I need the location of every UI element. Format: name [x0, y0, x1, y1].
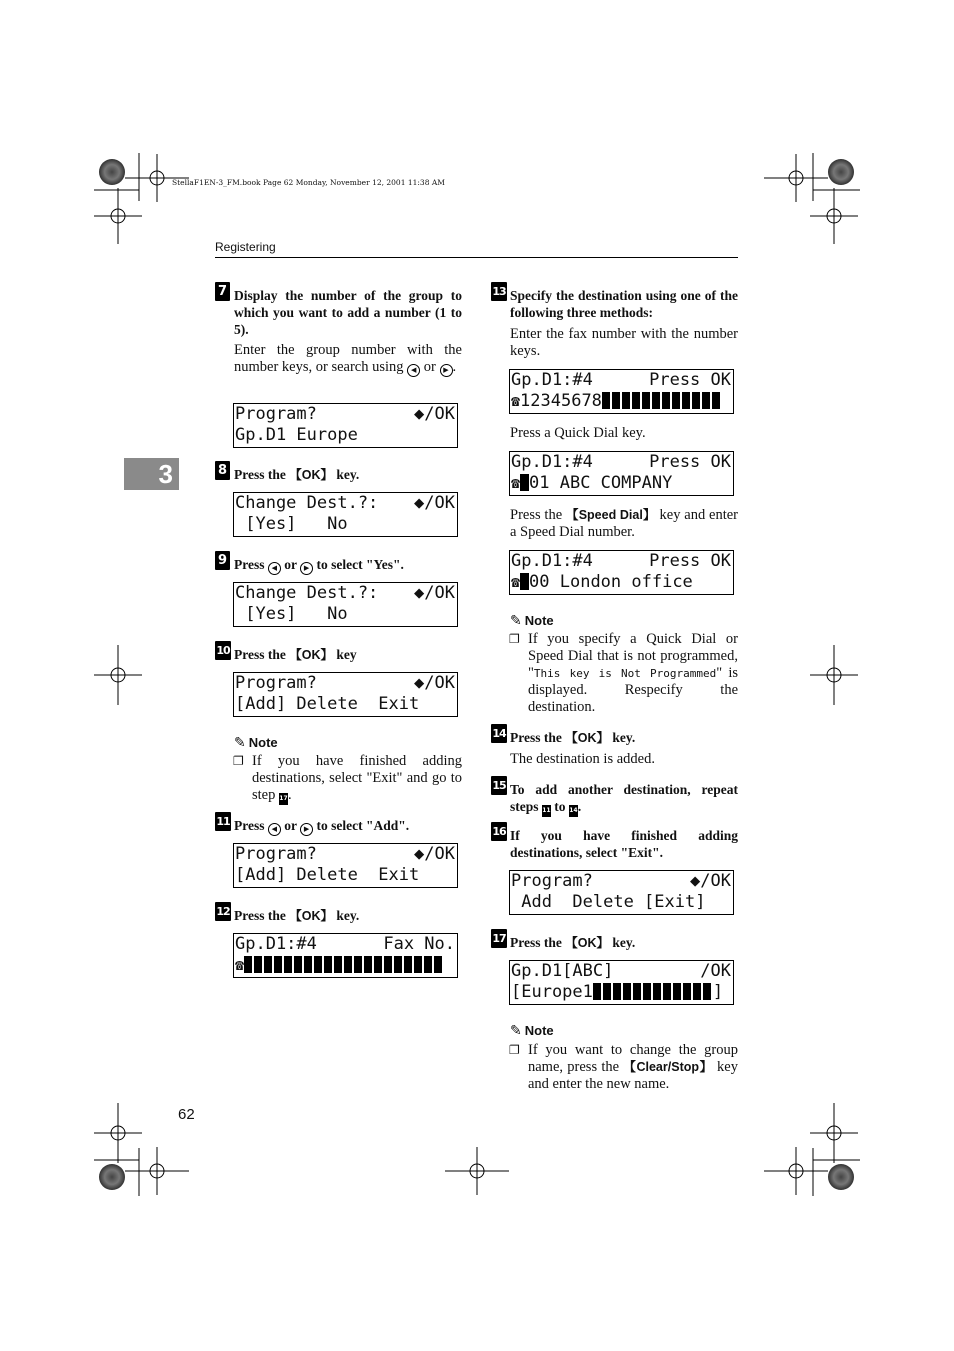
lcd-line2: [Add] Delete Exit	[235, 694, 420, 714]
lcd-line1: Change Dest.?:	[235, 493, 379, 513]
note-text: If you have finished adding destinations, select "Exit" and go to step	[252, 753, 462, 803]
step-ref-11: 11	[542, 805, 551, 817]
input-blocks	[244, 956, 444, 973]
lcd-line2: [Yes] No	[235, 514, 348, 534]
left-arrow-key-icon: ◀	[407, 364, 420, 377]
lcd-line2-end: ]	[712, 982, 724, 1002]
lcd-line1: Program?	[235, 404, 317, 424]
phone-icon: ☎	[235, 956, 245, 974]
step-16-title: If you have finished adding destinations, select "Exit".	[510, 828, 738, 860]
pencil-icon: ✎	[510, 612, 522, 628]
note-text-post: key and enter the new name.	[528, 1059, 738, 1092]
lcd-line1: Gp.D1:#4	[235, 934, 317, 954]
phone-icon: ☎	[511, 474, 521, 492]
step-9-title	[234, 556, 404, 575]
ok-key: 【 OK 】	[565, 936, 609, 950]
lcd-line2: Add Delete [Exit]	[511, 892, 706, 912]
step-number-10: 10	[215, 641, 231, 660]
step-number-7: 7	[215, 282, 230, 301]
step-8-title-pre: Press the	[234, 467, 286, 482]
page-number: 62	[178, 1106, 195, 1123]
left-arrow-key-icon: ◀	[268, 562, 281, 575]
lcd-line2: 00 London office	[529, 572, 693, 592]
speed-dial-key: 【 Speed Dial 】	[566, 508, 656, 522]
running-header: Registering	[215, 240, 276, 254]
note-end: .	[287, 787, 292, 803]
step-12-title-pre: Press the	[234, 908, 286, 923]
step-15-title-end: .	[577, 799, 582, 814]
step-17-title-pre: Press the	[510, 935, 562, 950]
step-number-13: 13	[491, 282, 507, 301]
left-arrow-key-icon: ◀	[268, 823, 281, 836]
step-number-14: 14	[491, 724, 507, 743]
lcd-display-step-7	[233, 403, 458, 448]
lcd-line1-right: Press OK	[649, 551, 731, 571]
step-11-title-post: to select "Add".	[316, 818, 410, 833]
lcd-display-step-13-a	[509, 369, 734, 414]
input-blocks	[602, 392, 720, 409]
step-10-title-post: key	[336, 647, 357, 662]
pencil-icon: ✎	[234, 734, 246, 750]
step-13-title: Specify the destination using one of the following three methods:	[510, 288, 738, 320]
lcd-line1: Gp.D1:#4	[511, 370, 593, 390]
step-14-body: The destination is added.	[510, 751, 655, 767]
note-label: Note	[524, 1023, 554, 1038]
step-number-11: 11	[215, 812, 231, 831]
lcd-display-step-8	[233, 492, 458, 537]
step-11-title-or: or	[284, 818, 297, 833]
step-14-title	[510, 729, 635, 747]
ok-key: 【 OK 】	[289, 909, 333, 923]
step-10-title-pre: Press the	[234, 647, 286, 662]
step-12-title-post: key.	[336, 908, 360, 923]
lcd-display-step-17	[509, 960, 734, 1005]
step-17-title-post: key.	[612, 935, 636, 950]
step-7-title: Display the number of the group to which you want to add a number (1 to 5).	[234, 288, 462, 337]
lcd-line1-right: ◆/OK	[414, 493, 455, 513]
input-blocks	[593, 983, 713, 1000]
step-11-title	[234, 817, 409, 836]
lcd-line1: Program?	[235, 673, 317, 693]
step-13-body-3-pre: Press the	[510, 507, 563, 523]
step-9-title-post: to select "Yes".	[316, 557, 404, 572]
lcd-display-step-13-b	[509, 451, 734, 496]
lcd-display-step-11	[233, 843, 458, 888]
note-heading	[510, 612, 554, 629]
chapter-tab: 3	[124, 458, 179, 490]
step-12-title	[234, 907, 359, 925]
lcd-line2: Gp.D1 Europe	[235, 425, 358, 445]
note-label: Note	[524, 613, 554, 628]
step-8-title-post: key.	[336, 467, 360, 482]
lcd-display-step-16	[509, 870, 734, 915]
note-text-post: " is displayed. Respecify the destination.	[528, 665, 738, 715]
lcd-line1-right: ◆/OK	[414, 844, 455, 864]
step-8-title	[234, 466, 359, 484]
step-7-body-text: Enter the group number with the number keys, or search using	[234, 342, 462, 375]
lcd-line1-right: Press OK	[649, 370, 731, 390]
lcd-line1-right: Press OK	[649, 452, 731, 472]
note-text-pre: If you want to change the group name, press the	[528, 1042, 738, 1075]
step-10-title	[234, 646, 357, 664]
note-message: This key is Not Programmed	[533, 667, 717, 680]
book-info: StellaF1EN-3_FM.book Page 62 Monday, November 12, 2001 11:38 AM	[172, 178, 445, 187]
step-7-body	[234, 342, 462, 377]
lcd-line1-right: ◆/OK	[414, 583, 455, 603]
lcd-display-step-13-c	[509, 550, 734, 595]
lcd-line2: [Yes] No	[235, 604, 348, 624]
checkbox-bullet-icon: ❐	[509, 1043, 520, 1057]
lcd-line1-right: Fax No.	[383, 934, 455, 954]
lcd-line2: 12345678	[520, 391, 602, 411]
step-9-title-or: or	[284, 557, 297, 572]
right-arrow-key-icon: ▶	[300, 562, 313, 575]
quick-dial-cursor	[520, 474, 529, 491]
step-13-body-3-post: key and enter a Speed Dial number.	[510, 507, 738, 540]
step-13-body-3	[510, 507, 738, 541]
step-number-9: 9	[215, 551, 230, 570]
phone-icon: ☎	[511, 392, 521, 410]
note-item	[233, 753, 462, 805]
note-item	[509, 1042, 738, 1093]
lcd-display-step-9	[233, 582, 458, 627]
lcd-line1: Gp.D1[ABC]	[511, 961, 614, 981]
checkbox-bullet-icon: ❐	[509, 632, 520, 646]
step-number-16: 16	[491, 822, 507, 841]
right-arrow-key-icon: ▶	[440, 364, 453, 377]
phone-icon: ☎	[511, 573, 521, 591]
lcd-line1-right: ◆/OK	[414, 673, 455, 693]
note-item	[509, 631, 738, 716]
note-heading	[510, 1022, 554, 1039]
step-14-title-pre: Press the	[510, 730, 562, 745]
pencil-icon: ✎	[510, 1022, 522, 1038]
step-13-body-2: Press a Quick Dial key.	[510, 425, 646, 441]
clear-stop-key: 【 Clear/Stop 】	[623, 1060, 712, 1074]
right-arrow-key-icon: ▶	[300, 823, 313, 836]
lcd-line1: Gp.D1:#4	[511, 452, 593, 472]
ok-key: 【 OK 】	[565, 731, 609, 745]
ok-key: 【 OK 】	[289, 468, 333, 482]
step-9-title-pre: Press	[234, 557, 265, 572]
step-ref-14: 14	[569, 805, 578, 817]
step-7-body-or: or	[423, 359, 436, 375]
lcd-display-step-12	[233, 933, 458, 978]
lcd-line1: Program?	[511, 871, 593, 891]
lcd-line2: [Add] Delete Exit	[235, 865, 420, 885]
lcd-line1: Program?	[235, 844, 317, 864]
note-text-pre: If you specify a Quick Dial or Speed Dial that is not programmed, "	[528, 631, 738, 681]
step-ref-17: 17	[279, 793, 288, 805]
lcd-line1-right: ◆/OK	[690, 871, 731, 891]
step-number-15: 15	[491, 776, 507, 795]
step-number-8: 8	[215, 461, 230, 480]
lcd-line2: 01 ABC COMPANY	[529, 473, 673, 493]
step-15-title-pre: To add another destination, repeat steps	[510, 782, 738, 814]
lcd-line1: Gp.D1:#4	[511, 551, 593, 571]
step-number-17: 17	[491, 929, 507, 948]
step-14-title-post: key.	[612, 730, 636, 745]
speed-dial-cursor	[520, 573, 529, 590]
lcd-line1: Change Dest.?:	[235, 583, 379, 603]
step-13-body-1: Enter the fax number with the number keys.	[510, 326, 738, 359]
lcd-line2: [Europe1	[511, 982, 593, 1002]
step-number-12: 12	[215, 902, 231, 921]
note-heading	[234, 734, 278, 751]
step-15-title-to: to	[554, 799, 566, 814]
checkbox-bullet-icon: ❐	[233, 754, 244, 768]
lcd-line1-right: ◆/OK	[414, 404, 455, 424]
lcd-line1-right: /OK	[700, 961, 731, 981]
ok-key: 【 OK 】	[289, 648, 333, 662]
note-label: Note	[248, 735, 278, 750]
step-17-title	[510, 934, 635, 952]
step-11-title-pre: Press	[234, 818, 265, 833]
step-7-body-end: .	[452, 359, 457, 375]
header-rule	[215, 257, 738, 258]
step-15-title	[510, 781, 738, 817]
lcd-display-step-10	[233, 672, 458, 717]
